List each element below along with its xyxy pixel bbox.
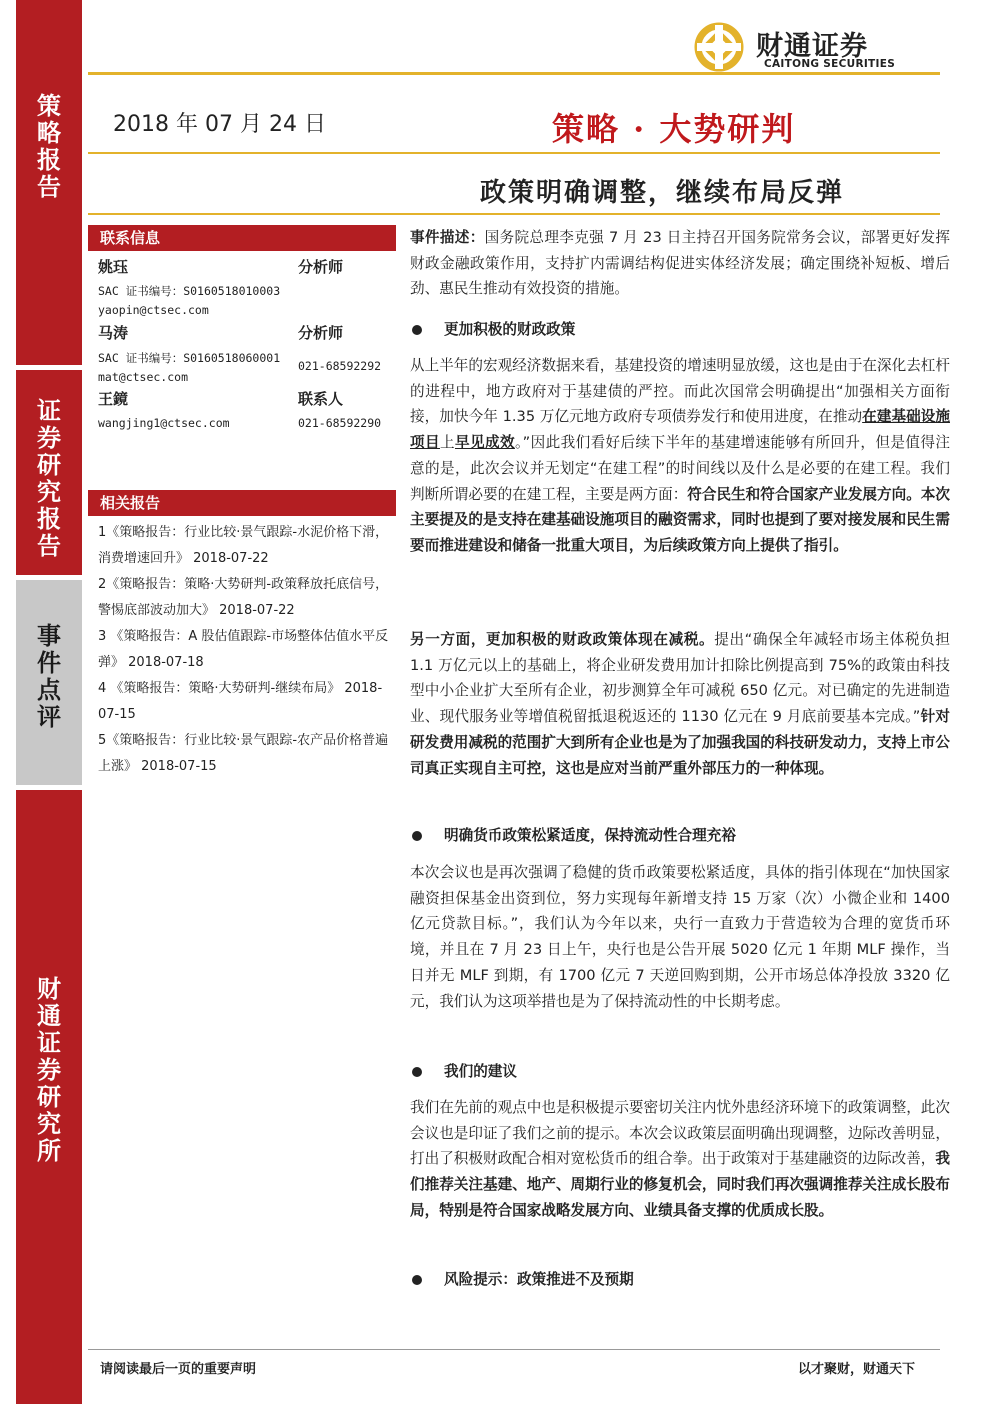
paragraph-monetary — [410, 860, 950, 1014]
paragraph-text: 我们在先前的观点中也是积极提示要密切关注内忧外患经济环境下的政策调整，此次会议也是印证了我们之前的提示。本次会议政策层面明确出现调整，边际改善明显，打出了积极财政配合相对宽松货币的组合拳。出于政策对于基建融资的边际改善， — [410, 1099, 950, 1168]
report-date: 2018 年 07 月 24 日 — [113, 112, 326, 137]
sidebar-mid-block — [16, 370, 82, 575]
logo-en-name: CAITONG SECURITIES — [764, 58, 896, 70]
section-heading — [412, 1060, 517, 1081]
event-description — [410, 225, 950, 302]
contact-email[interactable]: mat@ctsec.com — [98, 370, 189, 384]
emphasis-text: 另一方面，更加积极的财政政策体现在减税。 — [410, 631, 715, 648]
paragraph-suggestion — [410, 1095, 950, 1224]
contact-role: 分析师 — [298, 324, 344, 342]
sidebar-label-research-report: 证 券 研 究 报 告 — [37, 396, 61, 560]
footer-disclaimer-note: 请阅读最后一页的重要声明 — [100, 1362, 257, 1377]
contact-name: 王鏡 — [98, 390, 129, 408]
related-report-item[interactable]: 3 《策略报告：A 股估值跟踪-市场整体估值水平反弹》 2018-07-18 — [98, 629, 389, 670]
header-rule-bottom — [88, 213, 940, 215]
underlined-text: 早见成效 — [454, 434, 515, 452]
contact-name: 姚珏 — [98, 258, 129, 276]
contact-name: 马涛 — [98, 324, 129, 342]
section-title: 风险提示：政策推进不及预期 — [444, 1271, 634, 1288]
emphasis-text: 符合民生和符合国家产业发展方向。本次主要提及的是支持在建基础设施项目的融资需求，同时也提到了要对接发展和民生需要而推进建设和储备一批重大项目，为后续政策方向上提供了指引。 — [410, 485, 950, 554]
contact-role: 分析师 — [298, 258, 344, 276]
bullet-icon — [412, 1275, 422, 1285]
section-heading — [412, 318, 575, 339]
contacts-heading: 联系信息 — [88, 225, 396, 251]
logo-cn-name: 财通证券 — [756, 31, 868, 62]
related-report-item[interactable]: 5《策略报告：行业比较·景气跟踪-农产品价格普遍上涨》 2018-07-15 — [98, 733, 389, 774]
paragraph-text: 本次会议也是再次强调了稳健的货币政策要松紧适度，具体的指引体现在“加快国家融资担保基金出资到位，努力实现每年新增支持 15 万家（次）小微企业和 1400 亿元贷款目标。”，我们认为今年以来，央行一直致力于营造较为合理的宽货币环境，并且在 7 月 23 日上午，央行也是公告开展 5020 亿元 1 年期 MLF 操作，当日并无 MLF 到期，有 1700 亿元 7 天逆回购到期，公开市场总体净投放 3320 亿元，我们认为这项举措也是为了保持流动性的中长期考虑。 — [410, 864, 950, 1010]
bullet-icon — [412, 831, 422, 841]
bullet-icon — [412, 1067, 422, 1077]
event-label: 事件描述： — [410, 229, 485, 246]
sidebar-top-block — [16, 0, 82, 365]
underlined-text: 在建基础设施项目 — [410, 408, 950, 452]
contact-role: 联系人 — [298, 390, 344, 408]
related-report-item[interactable]: 4 《策略报告：策略·大势研判-继续布局》 2018-07-15 — [98, 681, 383, 722]
paragraph-fiscal — [410, 353, 950, 559]
section-title: 我们的建议 — [444, 1063, 517, 1080]
sidebar-label-institute: 财 通 证 券 研 究 所 — [37, 974, 61, 1165]
sidebar-tag-block — [16, 580, 82, 785]
related-reports-list — [98, 520, 390, 780]
section-heading — [412, 1268, 634, 1289]
event-text: 国务院总理李克强 7 月 23 日主持召开国务院常务会议，部署更好发挥财政金融政策作用，支持扩内需调结构促进实体经济发展；确定围绕补短板、增后劲、惠民生推动有效投资的措施。 — [410, 229, 950, 298]
company-logo — [694, 22, 944, 72]
sidebar-bottom-block — [16, 790, 82, 1404]
section-title: 更加积极的财政政策 — [444, 321, 576, 338]
header-rule-mid — [88, 152, 940, 154]
emphasis-text: 针对研发费用减税的范围扩大到所有企业也是为了加强我国的科技研发动力，支持上市公司真正实现自主可控，这也是应对当前严重外部压力的一种体现。 — [410, 708, 950, 777]
paragraph-tax — [410, 627, 950, 781]
paragraph-text: 上 — [439, 434, 455, 452]
bullet-icon — [412, 325, 422, 335]
related-reports-heading: 相关报告 — [88, 490, 396, 516]
paragraph-text: 从上半年的宏观经济数据来看，基建投资的增速明显放缓，这也是由于在深化去杠杆的进程中，地方政府对于基建债的严控。而此次国常会明确提出“加强相关方面衔接，加快今年 1.35 万亿元地方政府专项债券发行和使用进度，在推动 — [410, 357, 950, 426]
paragraph-text: 。”因此我们看好后续下半年的基建增速能够有所回升，但是值得注意的是，此次会议并无划定“在建工程”的时间线以及什么是必要的在建工程。我们判断所谓必要的在建工程，主要是两方面： — [410, 434, 950, 503]
contact-sac: SAC 证书编号：S0160518060001 — [98, 351, 281, 365]
header-rule-top — [88, 72, 940, 75]
related-report-item[interactable]: 2《策略报告：策略·大势研判-政策释放托底信号，警惕底部波动加大》 2018-07-22 — [98, 577, 389, 618]
footer-slogan: 以才聚财，财通天下 — [798, 1362, 916, 1377]
caitong-logo-icon — [694, 22, 744, 72]
related-report-item[interactable]: 1《策略报告：行业比较·景气跟踪-水泥价格下滑，消费增速回升》 2018-07-22 — [98, 525, 389, 566]
footer-rule — [88, 1349, 940, 1350]
sidebar-label-strategy-report: 策 略 报 告 — [37, 91, 61, 201]
report-series: 策略 · 大势研判 — [552, 110, 796, 148]
paragraph-text: 提出“确保全年减轻市场主体税负担 1.1 万亿元以上的基础上，将企业研发费用加计扣除比例提高到 75%的政策由科技型中小企业扩大至所有企业，初步测算全年可减税 650 亿元。对已确定的先进制造业、现代服务业等增值税留抵退税返还的 1130 亿元在 9 月底前要基本完成。” — [410, 631, 950, 726]
page-title: 政策明确调整，继续布局反弹 — [480, 178, 845, 208]
contact-phone: 021-68592292 — [298, 359, 382, 373]
contact-email[interactable]: yaopin@ctsec.com — [98, 303, 209, 317]
section-heading — [412, 824, 736, 845]
section-title: 明确货币政策松紧适度，保持流动性合理充裕 — [444, 827, 736, 844]
contact-sac: SAC 证书编号：S0160518010003 — [98, 284, 281, 298]
contact-email[interactable]: wangjing1@ctsec.com — [98, 416, 230, 430]
contact-phone: 021-68592290 — [298, 416, 382, 430]
emphasis-text: 我们推荐关注基建、地产、周期行业的修复机会，同时我们再次强调推荐关注成长股布局，特别是符合国家战略发展方向、业绩具备支撑的优质成长股。 — [410, 1150, 950, 1219]
sidebar-label-event-review: 事 件 点 评 — [37, 621, 61, 731]
